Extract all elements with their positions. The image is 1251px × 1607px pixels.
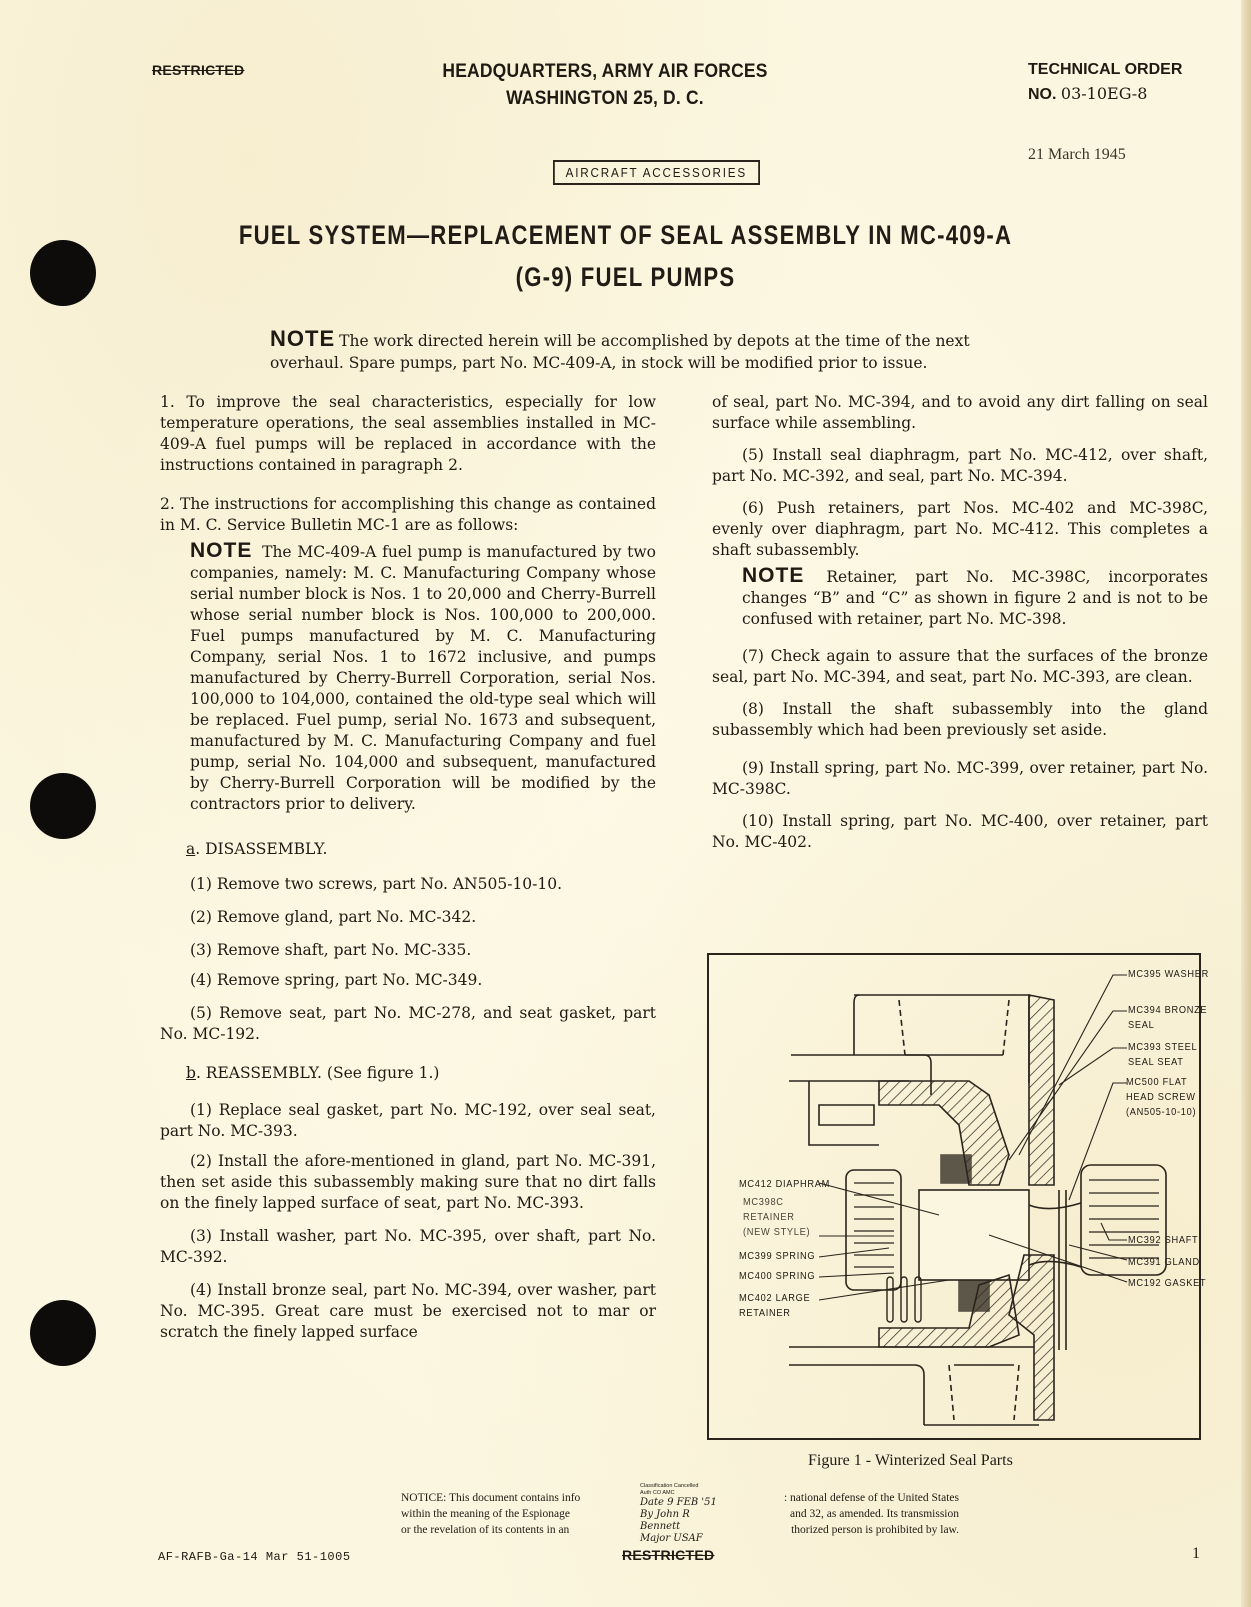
note-label: NOTE xyxy=(742,564,805,587)
figure-1-frame xyxy=(707,953,1210,1440)
label-line: MC393 STEEL xyxy=(1128,1041,1198,1053)
step-4-continuation: of seal, part No. MC-394, and to avoid any dirt falling on seal surface while assembling. xyxy=(712,393,1208,432)
label-mc402-large-retainer xyxy=(739,1291,810,1321)
document-title xyxy=(113,214,1139,298)
label-line: MC500 FLAT xyxy=(1126,1076,1188,1088)
figure-1-caption: Figure 1 - Winterized Seal Parts xyxy=(808,1452,1013,1469)
label-line: MC398C xyxy=(743,1196,784,1208)
disassembly-step-3: (3) Remove shaft, part No. MC-335. xyxy=(190,941,472,959)
label-line: (NEW STYLE) xyxy=(743,1226,811,1238)
label-mc399-spring: MC399 SPRING xyxy=(739,1250,816,1262)
label-mc393-steel-seal-seat xyxy=(1128,1040,1197,1070)
reassembly-step-1: (1) Replace seal gasket, part No. MC-192, over seal seat, part No. MC-393. xyxy=(160,1101,656,1140)
technical-order-block xyxy=(1028,58,1182,107)
label-mc391-gland: MC391 GLAND xyxy=(1128,1256,1200,1268)
binder-hole-middle xyxy=(30,773,96,839)
note-label: NOTE xyxy=(190,539,253,562)
label-line: MC394 BRONZE xyxy=(1128,1004,1208,1016)
notice-line: or the revelation of its contents in an xyxy=(401,1524,570,1536)
top-note-line-2: overhaul. Spare pumps, part No. MC-409-A, in stock will be modified prior to issue. xyxy=(270,354,928,372)
reassembly-step-8: (8) Install the shaft subassembly into the gland subassembly which had been previously set aside. xyxy=(712,700,1208,739)
section-b-letter: b xyxy=(186,1064,196,1082)
disassembly-steps xyxy=(160,874,656,1045)
reassembly-step-4: (4) Install bronze seal, part No. MC-394, over washer, part No. MC-395. Great care must be exercised not to mar or scratch the finely lapped surface xyxy=(160,1281,656,1341)
label-mc400-spring: MC400 SPRING xyxy=(739,1270,816,1282)
label-line: HEAD SCREW xyxy=(1126,1091,1196,1103)
reassembly-step-9: (9) Install spring, part No. MC-399, over retainer, part No. MC-398C. xyxy=(712,759,1208,798)
technical-order-label: TECHNICAL ORDER xyxy=(1028,61,1183,78)
notice-line: within the meaning of the Espionage xyxy=(401,1508,570,1520)
retainer-note-text: Retainer, part No. MC-398C, incorporates changes “B” and “C” as shown in figure 2 and is not to be confused with retainer, part No. MC-398. xyxy=(742,568,1208,628)
reassembly-step-6: (6) Push retainers, part Nos. MC-402 and MC-398C, evenly over diaphragm, part No. MC-412. This completes a shaft subassembly. xyxy=(712,499,1208,559)
label-mc398c-retainer xyxy=(743,1195,810,1240)
disassembly-step-2: (2) Remove gland, part No. MC-342. xyxy=(190,908,477,926)
paragraph-1: 1. To improve the seal characteristics, especially for low temperature operations, the seal assemblies installed in MC-409-A fuel pumps will be replaced in accordance with the instructions contained in paragraph 2. xyxy=(160,393,656,474)
reassembly-steps xyxy=(160,1100,656,1343)
classification-bottom: RESTRICTED xyxy=(622,1547,715,1563)
org-line-2: WASHINGTON 25, D. C. xyxy=(506,88,704,109)
section-a-title: . DISASSEMBLY. xyxy=(195,840,328,858)
stamp-signature: By John R Bennett xyxy=(640,1509,690,1532)
section-a-letter: a xyxy=(186,840,196,858)
print-code: AF-RAFB-Ga-14 Mar 51-1005 xyxy=(158,1550,351,1564)
reassembly-step-3: (3) Install washer, part No. MC-395, over shaft, part No. MC-392. xyxy=(160,1227,656,1266)
top-note-line-1: The work directed herein will be accomplished by depots at the time of the next xyxy=(339,332,970,350)
binder-hole-top xyxy=(30,240,96,306)
notice-line: thorized person is prohibited by law. xyxy=(791,1524,959,1536)
label-mc500-flat-head-screw xyxy=(1126,1075,1196,1120)
security-notice-right xyxy=(734,1490,959,1538)
stamp-rank: Major USAF xyxy=(640,1533,703,1544)
manufacturer-note xyxy=(160,540,656,815)
label-mc392-shaft: MC392 SHAFT xyxy=(1128,1234,1199,1246)
declassification-stamp xyxy=(640,1483,720,1545)
label-line: SEAL SEAT xyxy=(1128,1056,1184,1068)
org-line-1: HEADQUARTERS, ARMY AIR FORCES xyxy=(442,61,768,82)
reassembly-step-7: (7) Check again to assure that the surfaces of the bronze seal, part No. MC-394, and seat, part No. MC-393, are clean. xyxy=(712,647,1208,686)
page-edge xyxy=(1241,0,1251,1607)
label-line: SEAL xyxy=(1128,1019,1155,1031)
section-b-heading xyxy=(160,1063,656,1084)
label-mc192-gasket: MC192 GASKET xyxy=(1128,1277,1207,1289)
label-mc412-diaphragm: MC412 DIAPHRAM xyxy=(739,1178,830,1190)
notice-line: NOTICE: This document contains info xyxy=(401,1492,581,1504)
paragraph-2: 2. The instructions for accomplishing this change as contained in M. C. Service Bulletin MC-1 are as follows: xyxy=(160,495,656,534)
label-line: RETAINER xyxy=(743,1211,795,1223)
label-line: (AN505-10-10) xyxy=(1126,1106,1197,1118)
section-a-heading xyxy=(160,839,656,860)
section-b-title: . REASSEMBLY. (See figure 1.) xyxy=(195,1064,440,1082)
classification-top: RESTRICTED xyxy=(152,62,245,78)
page-number: 1 xyxy=(1192,1545,1200,1562)
disassembly-step-4: (4) Remove spring, part No. MC-349. xyxy=(190,971,483,989)
title-line-1: FUEL SYSTEM—REPLACEMENT OF SEAL ASSEMBLY IN MC-409-A xyxy=(238,220,1013,250)
security-notice-left xyxy=(401,1490,626,1538)
label-mc395-washer: MC395 WASHER xyxy=(1128,968,1210,980)
title-line-2: (G-9) FUEL PUMPS xyxy=(515,262,736,292)
stamp-line: Auth CO AMC xyxy=(640,1490,675,1496)
issuing-organization xyxy=(398,58,812,112)
reassembly-step-10: (10) Install spring, part No. MC-400, over retainer, part No. MC-402. xyxy=(712,812,1208,851)
top-note xyxy=(270,328,1070,374)
technical-order-number: 03-10EG-8 xyxy=(1060,84,1148,103)
binder-hole-bottom xyxy=(30,1300,96,1366)
disassembly-step-1: (1) Remove two screws, part No. AN505-10-10. xyxy=(190,875,563,893)
stamp-line: Classification Cancelled xyxy=(640,1483,699,1489)
notice-line: and 32, as amended. Its transmission xyxy=(790,1508,959,1520)
right-column xyxy=(712,392,1208,853)
reassembly-step-2: (2) Install the afore-mentioned in gland, part No. MC-391, then set aside this subassembly making sure that no dirt falls on the finely lapped surface of seat, part No. MC-393. xyxy=(160,1152,656,1212)
retainer-note xyxy=(712,565,1208,630)
label-line: RETAINER xyxy=(739,1307,791,1319)
left-column xyxy=(160,392,656,1343)
reassembly-step-5: (5) Install seal diaphragm, part No. MC-412, over shaft, part No. MC-392, and seal, part No. MC-394. xyxy=(712,446,1208,485)
category-box: AIRCRAFT ACCESSORIES xyxy=(553,160,760,185)
disassembly-step-5: (5) Remove seat, part No. MC-278, and seat gasket, part No. MC-192. xyxy=(160,1004,656,1043)
notice-line: : national defense of the United States xyxy=(783,1492,959,1504)
label-mc394-bronze-seal xyxy=(1128,1003,1207,1033)
manufacturer-note-text: The MC-409-A fuel pump is manufactured by two companies, namely: M. C. Manufacturing Company whose serial number block is Nos. 1 to 20,000 and Cherry-Burrell whose serial number block is Nos. 100,000 to 200,000. Fuel pumps manufactured by M. C. Manufacturing Company, serial Nos. 1 to 1672 inclusive, and pumps manufactured by Cherry-Burrell Corporation, serial Nos. 100,000 to 104,000, contained the old-type seal which will be replaced. Fuel pump, serial No. 1673 and subsequent, manufactured by M. C. Manufacturing Company and fuel pump, serial No. 104,000 and subsequent, manufactured by Cherry-Burrell Corporation will be modified by the contractors prior to delivery. xyxy=(190,543,656,813)
issue-date: 21 March 1945 xyxy=(1028,146,1126,163)
stamp-date: Date 9 FEB '51 xyxy=(640,1497,717,1508)
note-label: NOTE xyxy=(270,326,336,351)
label-line: MC402 LARGE xyxy=(739,1292,811,1304)
technical-order-no-label: NO. xyxy=(1028,86,1057,103)
